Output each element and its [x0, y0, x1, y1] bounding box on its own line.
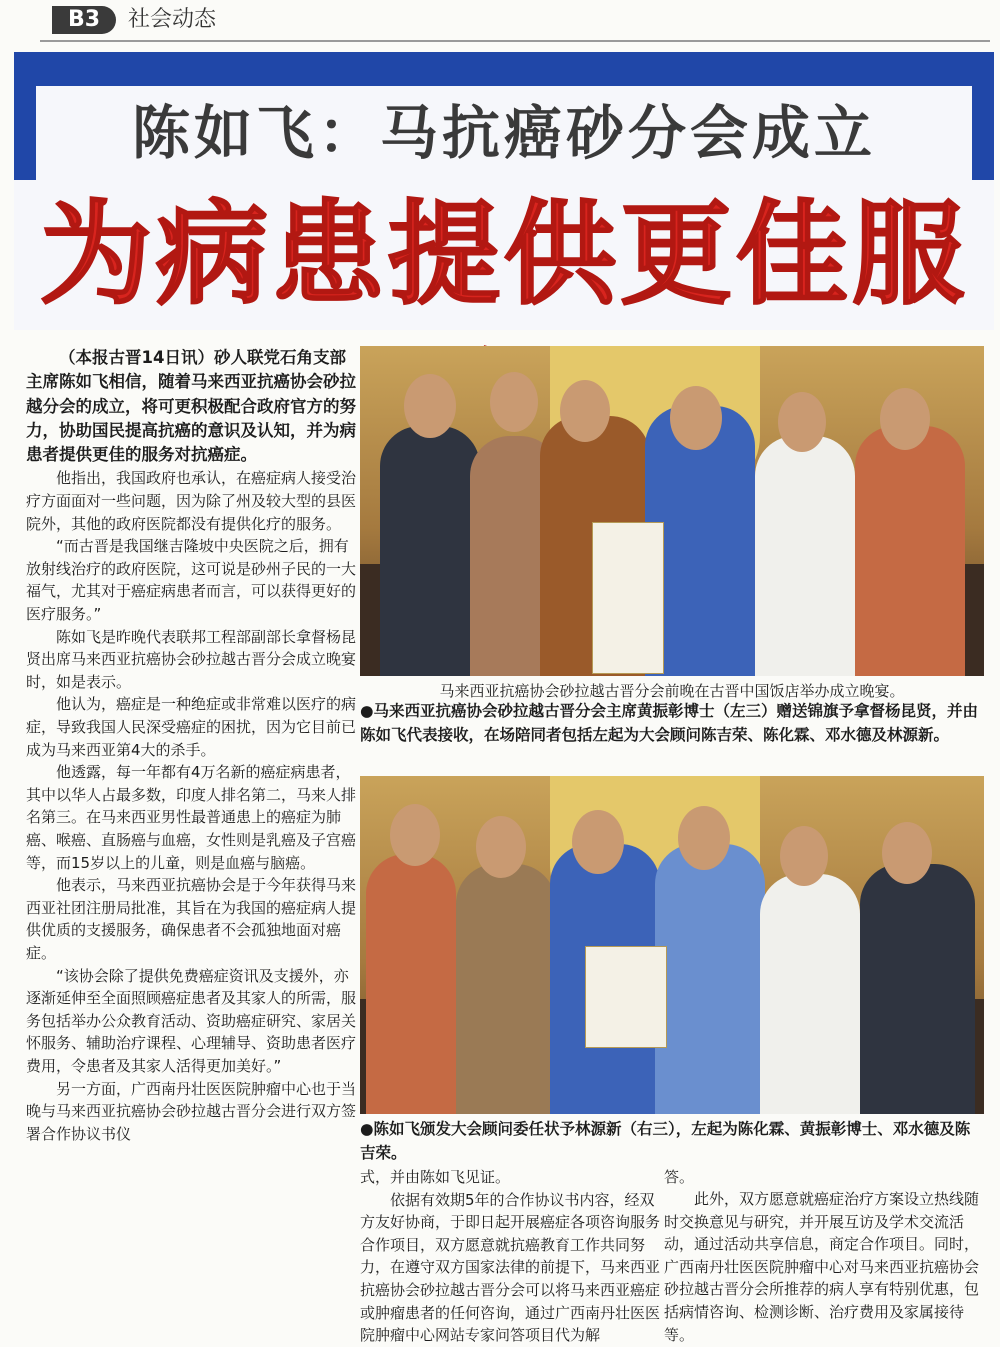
section-header: [40, 2, 990, 42]
paragraph: “而古晋是我国继吉隆坡中央医院之后，拥有放射线治疗的政府医院，这可说是砂州子民的一大福气，尤其对于癌症病患者而言，可以获得更好的医疗服务。”: [26, 537, 357, 624]
main-headline: 为病患提供更佳服: [14, 180, 994, 330]
article-column-1: [26, 346, 356, 1145]
paragraph: “该协会除了提供免费癌症资讯及支援外，亦逐渐延伸至全面照顾癌症患者及其家人的所需，服务包括举办公众教育活动、资助癌症研究、家居关怀服务、辅助治疗课程、心理辅导、资助患者医疗费用，令患者及其家人活得更加美好。”: [26, 966, 357, 1075]
presented-pennant: [592, 522, 664, 674]
lead-paragraph: （本报古晋14日讯）砂人联党石角支部主席陈如飞相信，随着马来西亚抗癌协会砂拉越分会的成立，将可更积极配合政府官方的努力，协助国民提高抗癌的意识及认知，并为病患者提供更佳的服务对抗癌症。: [26, 348, 356, 465]
paragraph-continued: 式，并由陈如飞见证。: [360, 1168, 511, 1186]
photo-banner-presentation: [360, 346, 984, 676]
paragraph: 他指出，我国政府也承认，在癌症病人接受治疗方面面对一些问题，因为除了州及较大型的县医院外，其他的政府医院都没有提供化疗的服务。: [26, 469, 357, 533]
section-name: 社会动态: [128, 7, 217, 32]
article-lead: [26, 346, 356, 467]
paragraph: 另一方面，广西南丹壮医医院肿瘤中心也于当晚与马来西亚抗癌协会砂拉越古晋分会进行双方签署合作协议书仪: [26, 1079, 357, 1143]
headline-banner: [14, 52, 994, 180]
paragraph: 他认为，癌症是一种绝症或非常难以医疗的病症，导致我国人民深受癌症的困扰，因为它目前已成为马来西亚第4大的杀手。: [26, 695, 357, 759]
paragraph: 他表示，马来西亚抗癌协会是于今年获得马来西亚社团注册局批准，其旨在为我国的癌症病人提供优质的支援服务，确保患者不会孤独地面对癌症。: [26, 876, 357, 962]
section-rule: [40, 40, 990, 42]
appointment-certificate: [585, 946, 667, 1048]
photo1-caption: ●马来西亚抗癌协会砂拉越古晋分会主席黄振彰博士（左三）赠送锦旗予拿督杨昆贤，并由陈如飞代表接收，在场陪同者包括左起为大会顾问陈吉荣、陈化霖、邓水德及林源新。: [360, 702, 979, 744]
article-column-2: [360, 1166, 660, 1347]
subhead-panel: [36, 86, 972, 180]
paragraph: 依据有效期5年的合作协议书内容，经双方友好协商，于即日起开展癌症各项咨询服务合作项目，双方愿意就抗癌教育工作共同努力，在遵守双方国家法律的前提下，马来西亚抗癌协会砂拉越古晋分会可以将马来西亚癌症或肿瘤患者的任何咨询，通过广西南丹壮医医院肿瘤中心网站专家问答项目代为解: [360, 1190, 661, 1345]
photo-certificate-presentation: [360, 776, 984, 1114]
page-number-tag: B3: [52, 6, 116, 34]
article-column-4: [664, 1188, 984, 1346]
photo1-caption-top: 马来西亚抗癌协会砂拉越古晋分会前晚在古晋中国饭店举办成立晚宴。: [439, 682, 905, 700]
paragraph: 他透露，每一年都有4万名新的癌症病患者，其中以华人占最多数，印度人排名第二，马来人排名第三。在马来西亚男性最普通患上的癌症为肺癌、喉癌、直肠癌与血癌，女性则是乳癌及子宫癌等，而15岁以上的儿童，则是血癌与脑癌。: [26, 763, 357, 872]
photo2-caption: ●陈如飞颁发大会顾问委任状予林源新（右三），左起为陈化霖、黄振彰博士、邓水德及陈吉荣。: [360, 1120, 971, 1162]
article-column-3: [664, 1166, 694, 1189]
subheadline: 陈如飞：马抗癌砂分会成立: [131, 99, 876, 167]
paragraph: 陈如飞是昨晚代表联邦工程部副部长拿督杨昆贤出席马来西亚抗癌协会砂拉越古晋分会成立晚宴时，如是表示。: [26, 627, 357, 691]
paragraph: 此外，双方愿意就癌症治疗方案设立热线随时交换意见与研究，并开展互访及学术交流活动，通过活动共享信息，商定合作项目。同时，广西南丹壮医医院肿瘤中心对马来西亚抗癌协会砂拉越古晋分会所推荐的病人享有特别优惠，包括病情咨询、检测诊断、治疗费用及家属接待等。: [664, 1190, 980, 1344]
paragraph-continued: 答。: [664, 1168, 695, 1186]
